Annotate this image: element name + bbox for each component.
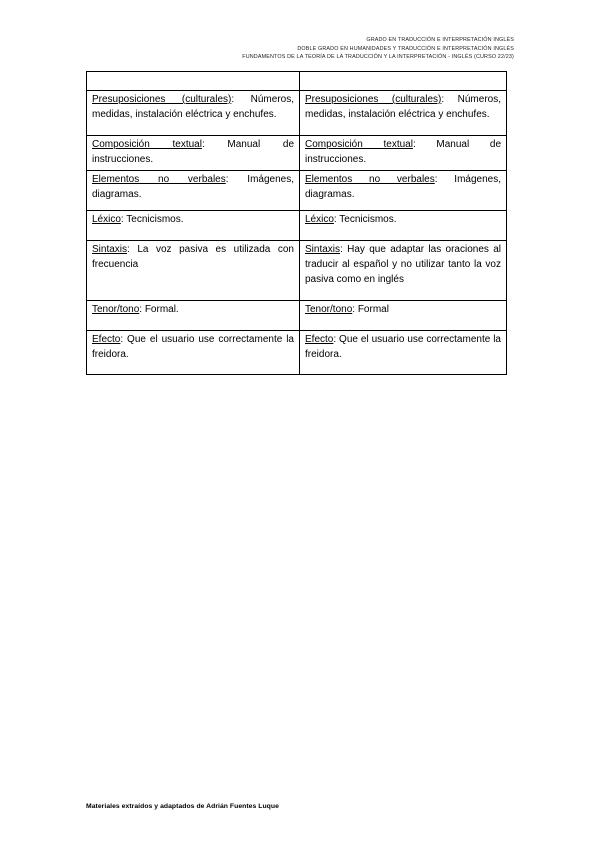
header-line-double-degree: DOBLE GRADO EN HUMANIDADES Y TRADUCCIÓN E INTERPRETACIÓN INGLÉS xyxy=(297,45,514,52)
cell-text: : Números, medidas, instalación eléctrica y enchufes. xyxy=(305,94,501,120)
cell-text: : Formal. xyxy=(139,304,179,315)
cell-label: Sintaxis xyxy=(92,244,128,255)
table-row-composicion xyxy=(87,136,507,171)
cell-label: Léxico xyxy=(305,214,334,225)
cell-label: Tenor/tono xyxy=(305,304,353,315)
table-cell-target xyxy=(300,241,507,301)
header-line-course: FUNDAMENTOS DE LA TEORÍA DE LA TRADUCCIÓN Y LA INTERPRETACIÓN - INGLÉS (CURSO 22/23) xyxy=(242,54,514,61)
table-cell-source xyxy=(87,301,300,331)
table-cell-empty-right xyxy=(300,72,507,91)
cell-text: : Manual de instrucciones. xyxy=(92,139,295,165)
table-cell-target xyxy=(300,91,507,136)
table-row-tenor xyxy=(87,301,507,331)
table-cell-source xyxy=(87,331,300,375)
table-cell-target xyxy=(300,136,507,171)
table-row-header xyxy=(87,72,507,91)
cell-text: : Que el usuario use correctamente la freidora. xyxy=(305,334,501,360)
comparison-table xyxy=(86,71,507,375)
cell-label: Tenor/tono xyxy=(92,304,140,315)
table-row-presuposiciones xyxy=(87,91,507,136)
cell-label: Efecto xyxy=(92,334,121,345)
cell-label: Composición textual xyxy=(92,139,202,150)
cell-text: : Tecnicismos. xyxy=(333,214,397,225)
table-row-sintaxis xyxy=(87,241,507,301)
page-footer: Materiales extraídos y adaptados de Adrián Fuentes Luque xyxy=(86,803,279,810)
cell-text: : Imágenes, diagramas. xyxy=(305,174,501,200)
cell-text: : Números, medidas, instalación eléctrica y enchufes. xyxy=(92,94,294,120)
table-row-lexico xyxy=(87,211,507,241)
table-cell-source xyxy=(87,91,300,136)
header-line-degree: GRADO EN TRADUCCIÓN E INTERPRETACIÓN INGLÉS xyxy=(366,37,514,43)
table-cell-source xyxy=(87,136,300,171)
table-cell-target xyxy=(300,301,507,331)
table-cell-empty-left xyxy=(87,72,300,91)
cell-label: Sintaxis xyxy=(305,244,341,255)
table-cell-source xyxy=(87,171,300,211)
cell-label: Efecto xyxy=(305,334,334,345)
table-cell-source xyxy=(87,211,300,241)
cell-text: : Manual de instrucciones. xyxy=(305,139,502,165)
table-row-efecto xyxy=(87,331,507,375)
cell-text: : Formal xyxy=(352,304,389,315)
cell-label: Composición textual xyxy=(305,139,413,150)
table-row-elementos xyxy=(87,171,507,211)
table-cell-target xyxy=(300,171,507,211)
cell-text: : La voz pasiva es utilizada con frecuencia xyxy=(92,244,294,270)
table-cell-target xyxy=(300,211,507,241)
cell-text: : Imágenes, diagramas. xyxy=(92,174,294,200)
cell-label: Elementos no verbales xyxy=(305,174,435,185)
cell-text: : Que el usuario use correctamente la freidora. xyxy=(92,334,294,360)
cell-label: Presuposiciones (culturales) xyxy=(305,94,442,105)
cell-label: Presuposiciones (culturales) xyxy=(92,94,232,105)
table-cell-target xyxy=(300,331,507,375)
cell-text: : Tecnicismos. xyxy=(120,214,184,225)
cell-label: Elementos no verbales xyxy=(92,174,226,185)
page-header xyxy=(242,36,514,62)
cell-text: : Hay que adaptar las oraciones al traducir al español y no utilizar tanto la voz pasiva como en inglés xyxy=(305,244,501,285)
cell-label: Léxico xyxy=(92,214,121,225)
table-cell-source xyxy=(87,241,300,301)
